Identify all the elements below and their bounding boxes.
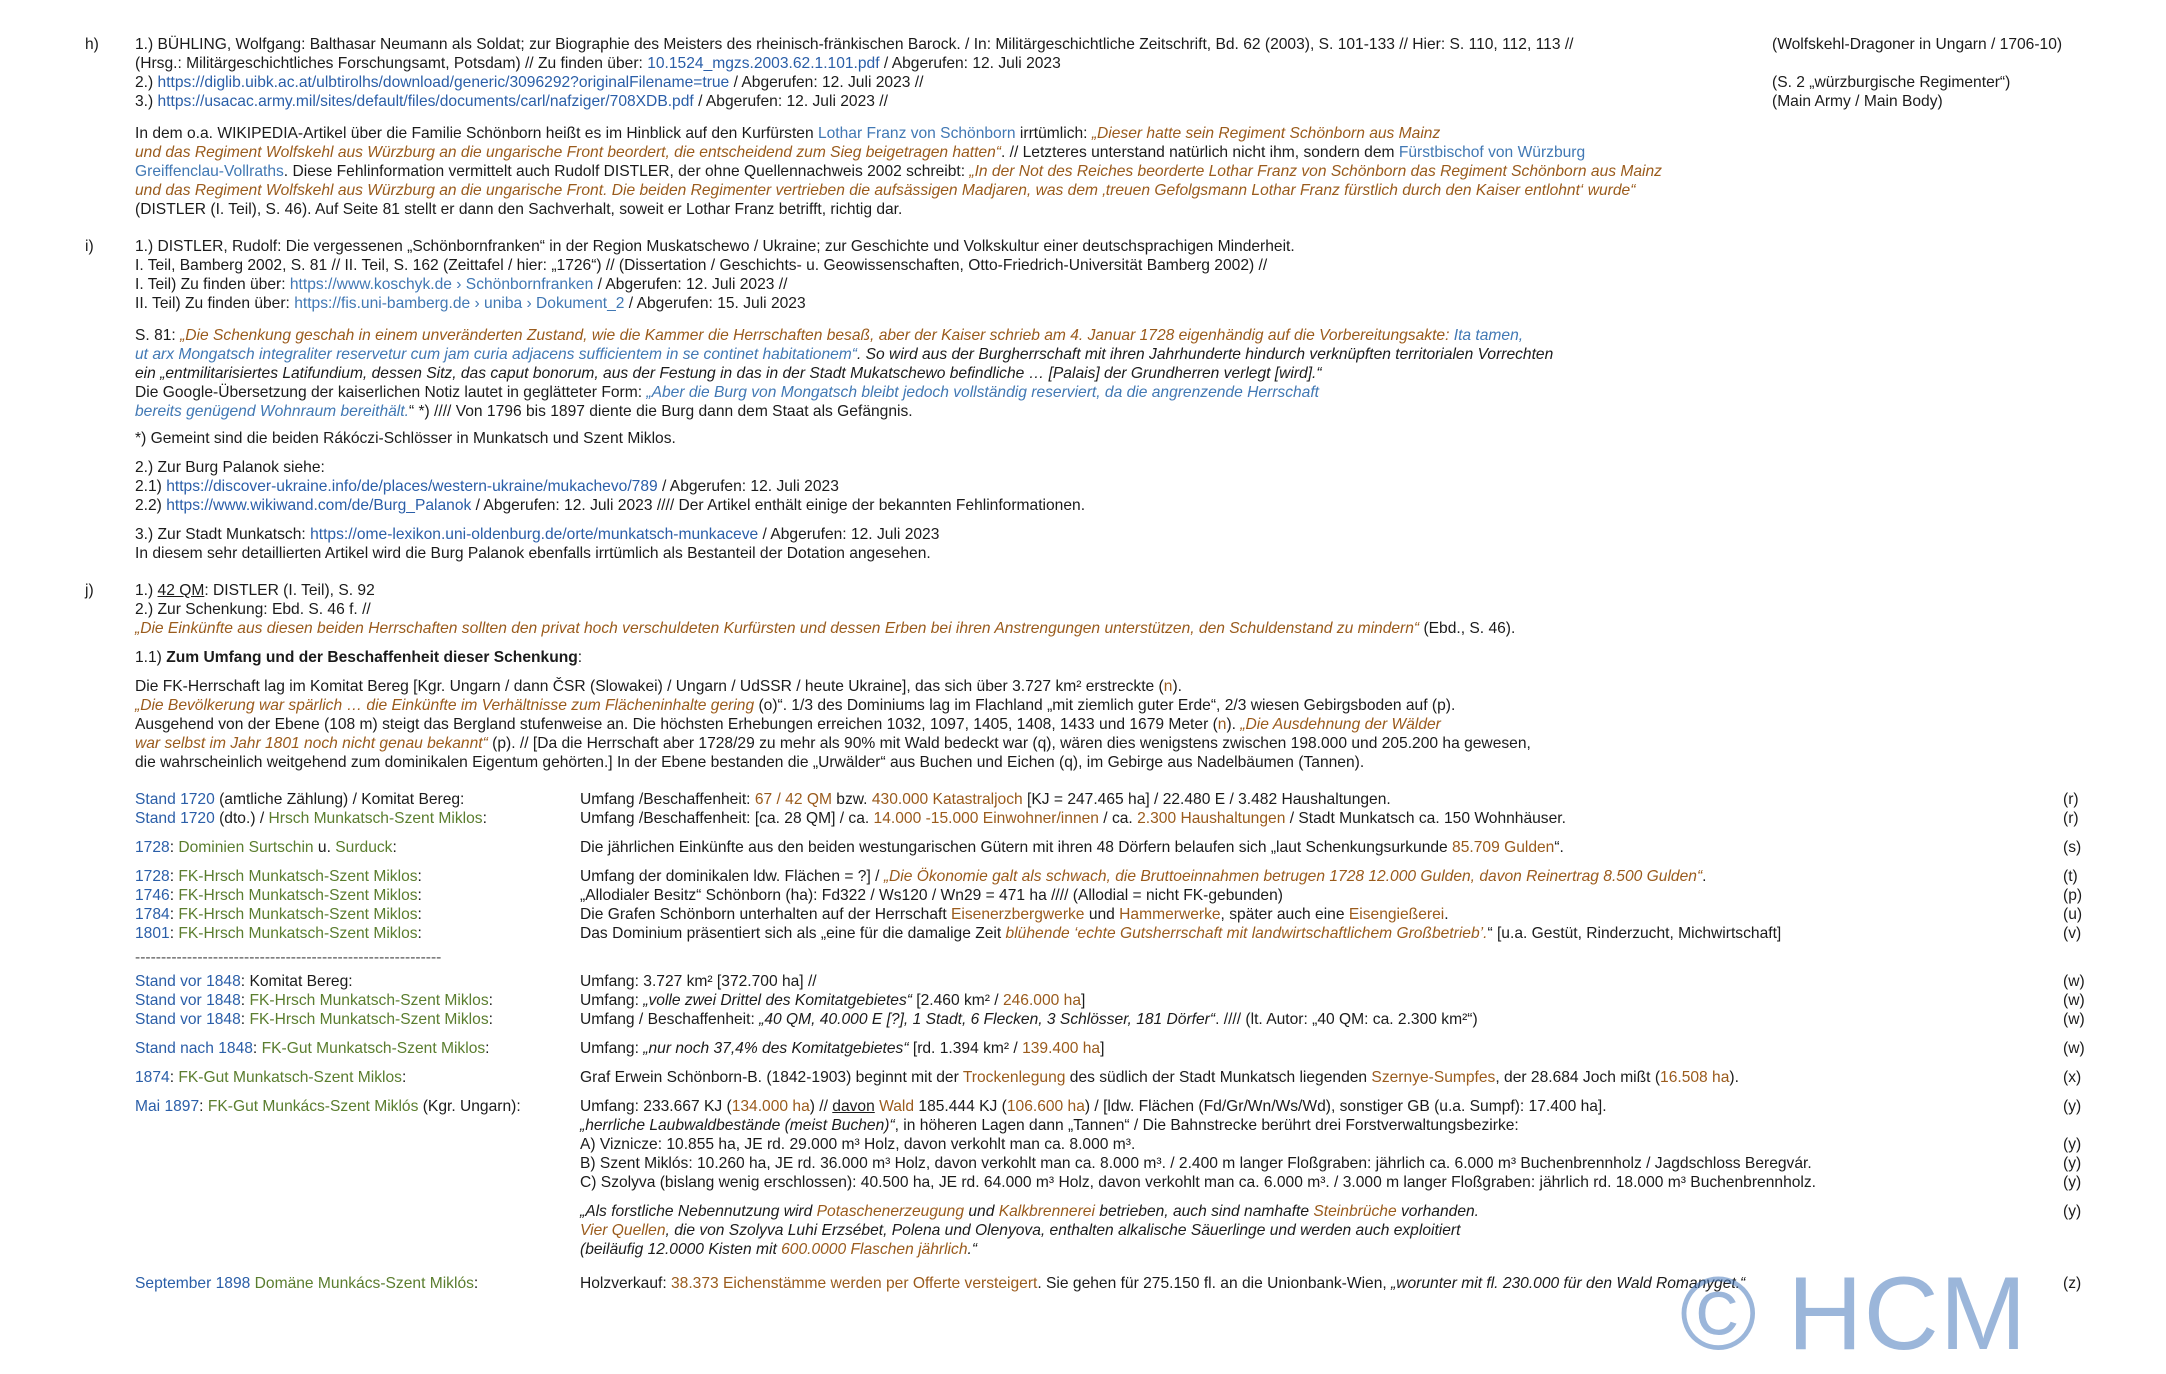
row-content-part: 16.508 ha: [1660, 1069, 1730, 1086]
row-content-part: ) / [ldw. Flächen (Fd/Gr/Wn/Ws/Wd), sonstiger GB (u.a. Sumpf): 17.400 ha].: [1084, 1098, 1607, 1115]
row-content-part: Umfang /Beschaffenheit: [ca. 28 QM] / ca.: [580, 810, 874, 827]
row-reference: (z): [2063, 1275, 2082, 1292]
row-label: [135, 790, 464, 809]
ref-h-3: 3.) https://usacac.army.mil/sites/default/files/documents/carl/nafziger/708XDB.pdf / Abgerufen: 12. Juli 2023 //: [135, 93, 888, 110]
row-content-part: bzw.: [831, 791, 872, 808]
note-h-3: (Main Army / Main Body): [1772, 93, 1943, 110]
row-label-part: FK-Hrsch Munkatsch-Szent Miklos: [249, 1011, 489, 1028]
row-content-part: Umfang: 233.667 KJ (: [580, 1098, 732, 1115]
row-reference: (s): [2063, 839, 2082, 856]
row-reference: (w): [2063, 1011, 2085, 1028]
row-label: [135, 809, 487, 828]
row-label-part: 1874: [135, 1069, 170, 1086]
row-label-part: FK-Hrsch Munkatsch-Szent Miklos: [178, 887, 418, 904]
row-content-part: Die Grafen Schönborn unterhalten auf der Herrschaft: [580, 906, 951, 923]
note-h-2: (S. 2 „würzburgische Regimenter“): [1772, 74, 2011, 91]
row-label-part: FK-Gut Munkatsch-Szent Miklos: [261, 1040, 486, 1057]
ref-j-quote: „Die Einkünfte aus diesen beiden Herrschaften sollten den privat hoch verschuldeten Kurfürsten und dessen Erben bei ihren Anstrengungen unterstützen, den Schuldenstand zu mindern“ (Ebd., S. 46).: [135, 620, 1516, 637]
row-label: [135, 1010, 493, 1029]
row-content-part: vorhanden.: [1396, 1203, 1480, 1220]
row-content-part: (beiläufig 12.0000 Kisten mit: [580, 1241, 782, 1258]
row-content-part: ]: [1081, 992, 1086, 1009]
divider-line: -----------------------------------------------------------: [135, 949, 442, 966]
row-reference: (r): [2063, 791, 2079, 808]
row-content: [580, 972, 817, 991]
row-content-part: .: [1444, 906, 1449, 923]
row-content: [580, 1173, 1816, 1192]
row-label-part: : Komitat Bereg:: [240, 973, 353, 990]
row-label-part: :: [169, 868, 179, 885]
ref-j-2: 2.) Zur Schenkung: Ebd. S. 46 f. //: [135, 601, 371, 618]
row-label: [135, 1039, 490, 1058]
row-label-part: Stand nach 1848: [135, 1040, 253, 1057]
row-label-part: :: [392, 839, 397, 856]
row-label-part: :: [169, 925, 179, 942]
row-reference: (y): [2063, 1098, 2082, 1115]
row-content-part: 139.400 ha: [1022, 1040, 1101, 1057]
link-diglib[interactable]: https://diglib.uibk.ac.at/ulbtirolhs/download/generic/3096292?originalFilename=true: [157, 74, 730, 91]
para-h-4: und das Regiment Wolfskehl aus Würzburg an die ungarische Front. Die beiden Regimenter vertrieben die aufsässigen Madjaren, was dem ‚treuen Gefolgsmann Lothar Franz fürstlich durch den Kaiser entlohnt‘ wurde“: [135, 182, 1636, 199]
row-content-part: Graf Erwein Schönborn-B. (1842-1903) beginnt mit der: [580, 1069, 963, 1086]
row-label-part: 1728: [135, 868, 170, 885]
copyright-watermark: © HCM: [1680, 1256, 2028, 1372]
row-content-part: , in höheren Lagen dann „Tannen“ / Die Bahnstrecke berührt drei Forstverwaltungsbezirke:: [894, 1117, 1519, 1134]
quote-i-2: ut arx Mongatsch integraliter reservetur cum jam curia adjacens sufficientem in se continet habitationem“. So wird aus der Burgherrschaft mit ihren Jahrhunderte hindurch verknüpften territorialen Vorrechten: [135, 346, 1554, 363]
row-content: [580, 886, 1283, 905]
row-content: [580, 790, 1391, 809]
row-content-part: Kalkbrennerei: [998, 1203, 1095, 1220]
row-content-part: Die jährlichen Einkünfte aus den beiden westungarischen Gütern mit ihren 48 Dörfern belaufen sich „laut Schenkungsurkunde: [580, 839, 1453, 856]
row-content-part: . Sie gehen für 275.150 fl. an die Unionbank-Wien,: [1037, 1275, 1392, 1292]
row-content: [580, 924, 1781, 943]
row-label-part: FK-Hrsch Munkatsch-Szent Miklos: [178, 925, 418, 942]
section-label-h: h): [85, 36, 99, 53]
note-h-1: (Wolfskehl-Dragoner in Ungarn / 1706-10): [1772, 36, 2063, 53]
row-label-part: :: [417, 887, 422, 904]
link-discover-ukraine[interactable]: https://discover-ukraine.info/de/places/western-ukraine/mukachevo/789: [166, 478, 658, 495]
row-content-part: A) Viznicze: 10.855 ha, JE rd. 29.000 m³ Holz, davon verkohlt man ca. 8.000 m³.: [580, 1136, 1136, 1153]
row-label-part: Hrsch Munkatsch-Szent Miklos: [268, 810, 483, 827]
row-content-part: „40 QM, 40.000 E [?], 1 Stadt, 6 Flecken, 3 Schlösser, 181 Dörfer“: [759, 1011, 1216, 1028]
row-content-part: 246.000 ha: [1002, 992, 1081, 1009]
para-h-3: Greiffenclau-Vollraths. Diese Fehlinformation vermittelt auch Rudolf DISTLER, der ohne Quellennachweis 2002 schreibt: „In der Not des Reiches beorderte Lothar Franz von Schönborn das Regiment Schönborn aus Mainz: [135, 163, 1662, 180]
row-content-part: ) //: [809, 1098, 833, 1115]
row-label-part: :: [199, 1098, 208, 1115]
row-reference: (y): [2063, 1174, 2082, 1191]
row-content-part: [rd. 1.394 km² /: [908, 1040, 1023, 1057]
row-label: [135, 1274, 478, 1293]
ref-i-teil1: I. Teil) Zu finden über: https://www.koschyk.de › Schönbornfranken / Abgerufen: 12. Juli 2023 //: [135, 276, 788, 293]
row-reference: (t): [2063, 868, 2078, 885]
row-content-part: [KJ = 247.465 ha] / 22.480 E / 3.482 Haushaltungen.: [1022, 791, 1391, 808]
row-content: [580, 1221, 1460, 1240]
desc-j-4: war selbst im Jahr 1801 noch nicht genau bekannt“ (p). // [Da die Herrschaft aber 1728/29 zu mehr als 90% mit Wald bedeckt war (q), wären dies wenigstens zwischen 198.000 und 205.200 ha gewesen,: [135, 735, 1531, 752]
row-label-part: :: [240, 992, 250, 1009]
row-label: [135, 905, 422, 924]
row-label-part: 1801: [135, 925, 170, 942]
row-content: [580, 1010, 1478, 1029]
ref-i-1: 1.) DISTLER, Rudolf: Die vergessenen „Schönbornfranken“ in der Region Muskatschewo / Ukraine; zur Geschichte und Volkskultur einer deutschsprachigen Minderheit.: [135, 238, 1295, 255]
palanok-link-2: 2.2) https://www.wikiwand.com/de/Burg_Palanok / Abgerufen: 12. Juli 2023 //// Der Artikel enthält einige der bekannten Fehlinformationen.: [135, 497, 1086, 514]
ref-j-1: 1.) 42 QM: DISTLER (I. Teil), S. 92: [135, 582, 375, 599]
desc-j-5: die wahrscheinlich weitgehend zum dominikalen Eigentum gehörten.] In der Ebene bestanden die „Urwälder“ aus Buchen und Eichen (q), im Gebirge aus Nadelbäumen (Tannen).: [135, 754, 1365, 771]
row-label-part: 1728: [135, 839, 170, 856]
para-h-2: und das Regiment Wolfskehl aus Würzburg an die ungarische Front beordert, die entscheidend zum Sieg beigetragen hatten“. // Letzteres unterstand natürlich nicht ihm, sondern dem Fürstbischof von Würzburg: [135, 144, 1586, 161]
row-content-part: Trockenlegung: [962, 1069, 1066, 1086]
row-label-part: :: [417, 906, 422, 923]
row-label-part: :: [417, 868, 422, 885]
row-content-part: „herrliche Laubwaldbestände (meist Buchen)“: [580, 1117, 895, 1134]
row-label: [135, 838, 397, 857]
row-label-part: :: [488, 992, 493, 1009]
row-label: [135, 1068, 406, 1087]
row-label-part: :: [169, 1069, 179, 1086]
desc-j-2: „Die Bevölkerung war spärlich … die Einkünfte im Verhältnisse zum Flächeninhalte gering (o)“. 1/3 des Dominiums lag im Flachland „mit ziemlich guter Erde“, 2/3 wiesen Gebirgsboden auf (p).: [135, 697, 1456, 714]
row-content-part: „volle zwei Drittel des Komitatgebietes“: [643, 992, 912, 1009]
quote-i-3: ein „entmilitarisiertes Latifundium, dessen Sitz, das caput bonorum, aus der Festung in das in der Stadt Mukatschewo befindliche … [Palais] der Grundherren verlegt [wird].“: [135, 365, 1322, 382]
row-content-part: C) Szolyva (bislang wenig erschlossen): 40.500 ha, JE rd. 64.000 m³ Holz, davon verkohlt man ca. 6.000 m³. / 3.000 m langer Floßgraben: jährlich rd. 18.000 m³ Buchenbrennholz.: [580, 1174, 1817, 1191]
row-content: [580, 1240, 977, 1259]
row-content-part: „Die Ökonomie galt als schwach, die Bruttoeinnahmen betrugen 1728 12.000 Gulden, davon Reinertrag 8.500 Gulden“: [883, 868, 1703, 885]
row-content-part: , später auch eine: [1220, 906, 1349, 923]
row-content: [580, 905, 1449, 924]
row-content-part: “ [u.a. Gestüt, Rinderzucht, Michwirtschaft]: [1487, 925, 1782, 942]
row-label-part: FK-Gut Munkatsch-Szent Miklos: [178, 1069, 402, 1086]
row-content-part: B) Szent Miklós: 10.260 ha, JE rd. 36.000 m³ Holz, davon verkohlt man ca. 8.000 m³. / 2.400 m langer Floßgraben: jährlich ca. 6.000 m³ Buchenbrennholz / Jagdschloss Beregvár.: [580, 1155, 1812, 1172]
row-content-part: 14.000 -15.000 Einwohner/innen: [873, 810, 1099, 827]
row-content-part: davon: [832, 1098, 875, 1115]
row-label-part: 1746: [135, 887, 170, 904]
row-content-part: des südlich der Stadt Munkatsch liegenden: [1065, 1069, 1372, 1086]
row-label-part: :: [252, 1040, 262, 1057]
quote-i-5: bereits genügend Wohnraum bereithält.“ *) //// Von 1796 bis 1897 diente die Burg dann dem Staat als Gefängnis.: [135, 403, 913, 420]
row-label-part: (Kgr. Ungarn):: [418, 1098, 521, 1115]
link-usacac[interactable]: https://usacac.army.mil/sites/default/files/documents/carl/nafziger/708XDB.pdf: [157, 93, 694, 110]
palanok-link-1: 2.1) https://discover-ukraine.info/de/places/western-ukraine/mukachevo/789 / Abgerufen: 12. Juli 2023: [135, 478, 839, 495]
ref-i-teil2: II. Teil) Zu finden über: https://fis.uni-bamberg.de › uniba › Dokument_2 / Abgerufen: 15. Juli 2023: [135, 295, 806, 312]
row-content: [580, 1097, 1607, 1116]
row-content: [580, 991, 1085, 1010]
row-content: [580, 1039, 1104, 1058]
munkatsch-note: In diesem sehr detaillierten Artikel wird die Burg Palanok ebenfalls irrtümlich als Bestanteil der Dotation angesehen.: [135, 545, 931, 562]
row-reference: (y): [2063, 1136, 2082, 1153]
row-label: [135, 1097, 521, 1116]
row-content-part: und: [964, 1203, 999, 1220]
row-reference: (r): [2063, 810, 2079, 827]
row-label-part: FK-Hrsch Munkatsch-Szent Miklos: [178, 906, 418, 923]
row-label-part: :: [169, 887, 179, 904]
row-content-part: 600.0000 Flaschen jährlich: [781, 1241, 968, 1258]
row-content-part: . //// (lt. Autor: „40 QM: ca. 2.300 km²“): [1215, 1011, 1478, 1028]
row-content: [580, 1116, 1519, 1135]
row-content: [580, 1068, 1739, 1087]
row-reference: (x): [2063, 1069, 2082, 1086]
munkatsch-link: 3.) Zur Stadt Munkatsch: https://ome-lexikon.uni-oldenburg.de/orte/munkatsch-munkaceve / Abgerufen: 12. Juli 2023: [135, 526, 940, 543]
row-content-part: 2.300 Haushaltungen: [1137, 810, 1286, 827]
para-h-1: In dem o.a. WIKIPEDIA-Artikel über die Familie Schönborn heißt es im Hinblick auf den Kurfürsten Lothar Franz von Schönborn irrtümlich: „Dieser hatte sein Regiment Schönborn aus Mainz: [135, 125, 1441, 142]
row-content-part: 67 / 42 QM: [754, 791, 832, 808]
row-content: [580, 1274, 1745, 1293]
row-label-part: Domäne Munkács-Szent Miklós: [254, 1275, 474, 1292]
row-label: [135, 972, 353, 991]
row-content: [580, 1135, 1135, 1154]
row-content-part: Potaschenerzeugung: [816, 1203, 965, 1220]
row-content-part: / Stadt Munkatsch ca. 150 Wohnhäuser.: [1285, 810, 1566, 827]
row-label-part: Mai 1897: [135, 1098, 200, 1115]
row-content-part: , der 28.684 Joch mißt (: [1495, 1069, 1661, 1086]
row-label-part: :: [482, 810, 487, 827]
row-content-part: .“: [967, 1241, 978, 1258]
quote-i-1: S. 81: „Die Schenkung geschah in einem unveränderten Zustand, wie die Kammer die Herrschaften besaß, aber der Kaiser schrieb am 4. Januar 1728 eigenhändig auf die Vorbereitungsakte: Ita tamen,: [135, 327, 1524, 344]
row-content-part: Das Dominium präsentiert sich als „eine für die damalige Zeit: [580, 925, 1006, 942]
row-content-part: 85.709 Gulden: [1452, 839, 1555, 856]
row-label-part: Stand 1720: [135, 791, 215, 808]
row-content: [580, 867, 1706, 886]
row-label: [135, 886, 422, 905]
row-reference: (y): [2063, 1203, 2082, 1220]
row-label-part: :: [473, 1275, 479, 1292]
row-content: [580, 1202, 1479, 1221]
row-content-part: und: [1084, 906, 1120, 923]
row-reference: (w): [2063, 973, 2085, 990]
row-content-part: [2.460 km² /: [911, 992, 1003, 1009]
row-content-part: ]: [1100, 1040, 1105, 1057]
row-content-part: betrieben, auch sind namhafte: [1094, 1203, 1314, 1220]
row-label: [135, 867, 422, 886]
ref-h-1b: (Hrsg.: Militärgeschichtliches Forschungsamt, Potsdam) // Zu finden über: 10.1524_mgzs.2003.62.1.101.pdf / Abgerufen: 12. Juli 2023: [135, 55, 1061, 72]
row-reference: (u): [2063, 906, 2083, 923]
section-label-i: i): [85, 238, 94, 255]
row-label-part: September 1898: [135, 1275, 251, 1292]
row-label: [135, 991, 493, 1010]
subheading-j: 1.1) Zum Umfang und der Beschaffenheit dieser Schenkung:: [135, 649, 583, 666]
row-content-part: „Als forstliche Nebennutzung wird: [580, 1203, 817, 1220]
footnote-i: *) Gemeint sind die beiden Rákóczi-Schlösser in Munkatsch und Szent Miklos.: [135, 430, 676, 447]
row-label-part: FK-Gut Munkács-Szent Miklós: [207, 1098, 419, 1115]
row-content-part: 134.000 ha: [731, 1098, 810, 1115]
row-label-part: (amtliche Zählung) / Komitat Bereg:: [214, 791, 465, 808]
ref-h-1: 1.) BÜHLING, Wolfgang: Balthasar Neumann als Soldat; zur Biographie des Meisters des rheinisch-fränkischen Barock. / In: Militärgeschichtliche Zeitschrift, Bd. 62 (2003), S. 101-133 // Hier: S. 110, 112, 113 //: [135, 36, 1574, 53]
row-label-part: Stand vor 1848: [135, 1011, 241, 1028]
row-content-part: „worunter mit fl. 230.000 für den Wald Romanyget.“: [1391, 1275, 1746, 1292]
row-content-part: „nur noch 37,4% des Komitatgebietes“: [643, 1040, 909, 1057]
row-label-part: Surduck: [335, 839, 393, 856]
row-label-part: FK-Hrsch Munkatsch-Szent Miklos: [249, 992, 489, 1009]
row-content-part: Umfang:: [580, 1040, 644, 1057]
row-reference: (w): [2063, 1040, 2085, 1057]
section-label-j: j): [85, 582, 94, 599]
row-content-part: Szernye-Sumpfes: [1371, 1069, 1496, 1086]
quote-i-4: Die Google-Übersetzung der kaiserlichen Notiz lautet in geglätteter Form: „Aber die Burg von Mongatsch bleibt jedoch vollständig reserviert, da die angrenzende Herrschaft: [135, 384, 1320, 401]
row-label-part: :: [169, 906, 179, 923]
row-content-part: Umfang / Beschaffenheit:: [580, 1011, 760, 1028]
row-content-part: .: [1702, 868, 1707, 885]
row-label-part: :: [417, 925, 422, 942]
desc-j-3: Ausgehend von der Ebene (108 m) steigt das Bergland stufenweise an. Die höchsten Erhebungen erreichen 1032, 1097, 1405, 1408, 1433 und 1679 Meter (n). „Die Ausdehnung der Wälder: [135, 716, 1441, 733]
ref-i-1b: I. Teil, Bamberg 2002, S. 81 // II. Teil, S. 162 (Zeittafel / hier: „1726“) // (Dissertation / Geschichts- u. Geowissenschaften, Otto-Friedrich-Universität Bamberg 2002) //: [135, 257, 1268, 274]
row-content-part: Umfang: 3.727 km² [372.700 ha] //: [580, 973, 817, 990]
link-wikiwand[interactable]: https://www.wikiwand.com/de/Burg_Palanok: [166, 497, 472, 514]
row-content-part: Umfang:: [580, 992, 644, 1009]
desc-j-1: Die FK-Herrschaft lag im Komitat Bereg [Kgr. Ungarn / dann ČSR (Slowakei) / Ungarn / UdSSR / heute Ukraine], das sich über 3.727 km² erstreckte (n).: [135, 678, 1182, 695]
row-content-part: Holzverkauf:: [580, 1275, 671, 1292]
row-content-part: Eisengießerei: [1348, 906, 1445, 923]
row-label-part: :: [485, 1040, 490, 1057]
row-content-part: 38.373 Eichenstämme werden per Offerte versteigert: [671, 1275, 1038, 1292]
row-reference: (p): [2063, 887, 2083, 904]
row-content-part: 106.600 ha: [1006, 1098, 1085, 1115]
row-label-part: 1784: [135, 906, 170, 923]
row-content-part: 185.444 KJ (: [914, 1098, 1007, 1115]
row-content-part: / ca.: [1098, 810, 1138, 827]
row-content-part: Umfang /Beschaffenheit:: [580, 791, 755, 808]
row-label-part: Stand 1720: [135, 810, 215, 827]
row-content: [580, 838, 1564, 857]
link-doi[interactable]: 10.1524_mgzs.2003.62.1.101.pdf: [647, 55, 880, 72]
row-content-part: ).: [1729, 1069, 1739, 1086]
row-label-part: Dominien Surtschin: [178, 839, 314, 856]
row-content-part: Umfang der dominikalen ldw. Flächen = ?] /: [580, 868, 884, 885]
row-content-part: Steinbrüche: [1313, 1203, 1397, 1220]
row-content-part: blühende ‘echte Gutsherrschaft mit landwirtschaftlichem Großbetrieb’.: [1005, 925, 1488, 942]
row-label-part: Stand vor 1848: [135, 992, 241, 1009]
row-label-part: :: [488, 1011, 493, 1028]
row-label: [135, 924, 422, 943]
row-content: [580, 809, 1566, 828]
row-label-part: :: [401, 1069, 407, 1086]
row-content-part: 430.000 Katastraljoch: [871, 791, 1023, 808]
row-content: [580, 1154, 1812, 1173]
row-content-part: Eisenerzbergwerke: [951, 906, 1085, 923]
row-reference: (v): [2063, 925, 2082, 942]
row-content-part: Vier Quellen: [580, 1222, 666, 1239]
palanok-heading: 2.) Zur Burg Palanok siehe:: [135, 459, 325, 476]
row-content-part: Hammerwerke: [1119, 906, 1221, 923]
row-label-part: Stand vor 1848: [135, 973, 241, 990]
row-label-part: :: [240, 1011, 250, 1028]
row-content-part: „Allodialer Besitz“ Schönborn (ha): Fd322 / Ws120 / Wn29 = 471 ha //// (Allodial = nicht FK-gebunden): [580, 887, 1283, 904]
row-label-part: FK-Hrsch Munkatsch-Szent Miklos: [178, 868, 418, 885]
row-reference: (y): [2063, 1155, 2082, 1172]
row-label-part: (dto.) /: [214, 810, 269, 827]
row-reference: (w): [2063, 992, 2085, 1009]
para-h-5: (DISTLER (I. Teil), S. 46). Auf Seite 81 stellt er dann den Sachverhalt, soweit er Lothar Franz betrifft, richtig dar.: [135, 201, 903, 218]
link-ome-lexikon[interactable]: https://ome-lexikon.uni-oldenburg.de/orte/munkatsch-munkaceve: [310, 526, 759, 543]
link-koschyk[interactable]: https://www.koschyk.de › Schönbornfranken: [289, 276, 594, 293]
ref-h-2: 2.) https://diglib.uibk.ac.at/ulbtirolhs/download/generic/3096292?originalFilename=true / Abgerufen: 12. Juli 2023 //: [135, 74, 924, 91]
link-uni-bamberg[interactable]: https://fis.uni-bamberg.de › uniba › Dokument_2: [294, 295, 625, 312]
row-content-part: “.: [1554, 839, 1564, 856]
row-label-part: u.: [313, 839, 336, 856]
row-label-part: :: [169, 839, 179, 856]
row-content-part: , die von Szolyva Luhi Erzsébet, Polena und Olenyova, enthalten alkalische Säuerlinge und werden auch exploitiert: [665, 1222, 1461, 1239]
row-content-part: Wald: [879, 1098, 915, 1115]
